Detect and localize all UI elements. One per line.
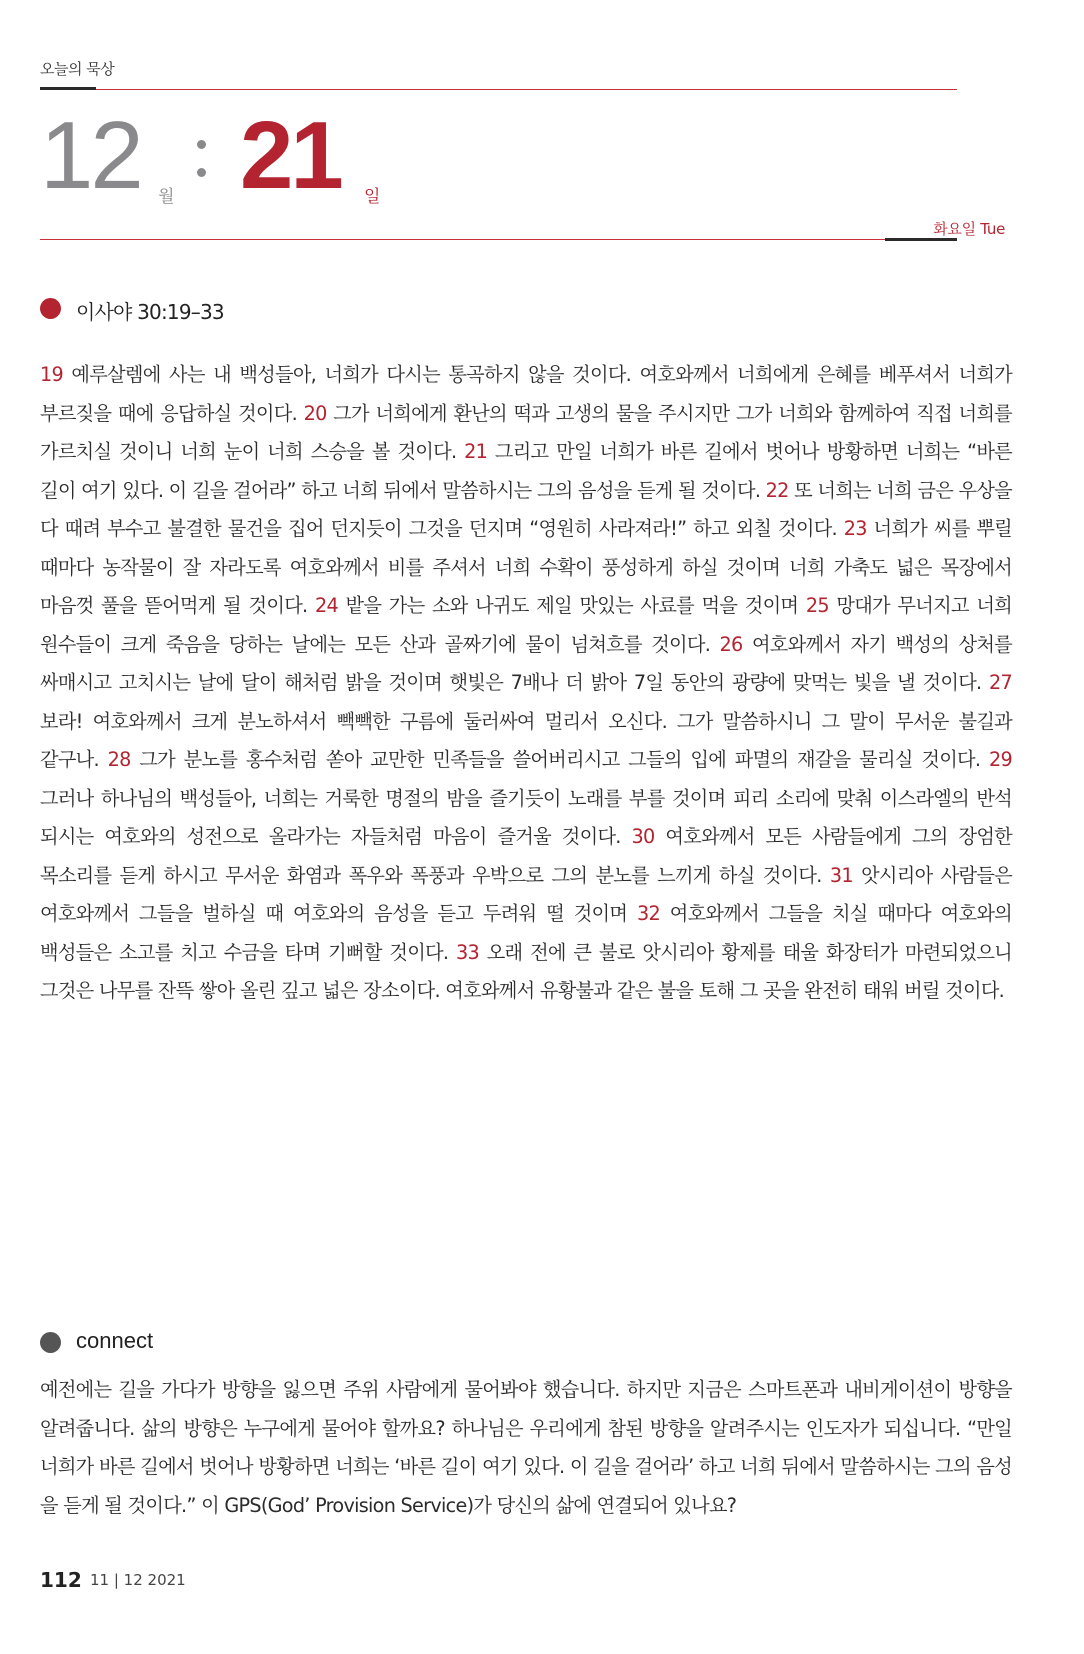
passage-bullet-icon — [40, 298, 61, 319]
verse-text: 밭을 가는 소와 나귀도 제일 맛있는 사료를 먹을 것이며 — [338, 594, 806, 617]
verse-number: 32 — [636, 902, 660, 925]
verse-text: 보라! 여호와께서 크게 분노하셔서 빽빽한 구름에 둘러싸여 멀리서 오신다. 그가 말씀하시니 그 말이 무서운 불길과 같구나. — [40, 709, 1012, 771]
date-colon-top — [197, 140, 206, 149]
connect-title: connect — [76, 1328, 154, 1353]
verse-number: 20 — [303, 401, 327, 425]
verse-text: 예루살렘에 사는 내 백성들아, 너희가 다시는 통곡하지 않을 것이다. 여호와께서 너희에게 은혜를 베푸셔서 너희가 부르짖을 때에 응답하실 것이다. — [40, 363, 1012, 425]
verse-text: 그가 너희에게 환난의 떡과 고생의 물을 주시지만 그가 너희와 함께하여 직접 너희를 가르치실 것이니 너희 눈이 너희 스승을 볼 것이다. — [40, 401, 1012, 463]
day-number: 21 — [240, 102, 341, 209]
verse-number: 30 — [631, 825, 655, 848]
passage-reference: 이사야 30:19–33 — [76, 300, 224, 324]
verse-number: 27 — [988, 671, 1012, 694]
verse-number: 25 — [805, 594, 829, 617]
month-unit: 월 — [158, 187, 175, 207]
verse-text: 그가 분노를 홍수처럼 쏟아 교만한 민족들을 쓸어버리시고 그들의 입에 파멸의 재갈을 물리실 것이다. — [130, 748, 989, 771]
verse-number: 28 — [107, 748, 131, 771]
issue-date: 11 | 12 2021 — [90, 1571, 186, 1589]
weekday: 화요일 Tue — [933, 220, 1005, 238]
verse-text: 여호와께서 자기 백성의 상처를 싸매시고 고치시는 날에 달이 해처럼 밝을 것이며 햇빛은 7배나 더 밝아 7일 동안의 광량에 맞먹는 빛을 낼 것이다. — [40, 632, 1013, 694]
connect-bullet-icon — [40, 1332, 61, 1353]
verse-text: 여호와께서 모든 사람들에게 그의 장엄한 목소리를 듣게 하시고 무서운 화염과 폭우와 폭풍과 우박으로 그의 분노를 느끼게 하실 것이다. — [40, 825, 1012, 887]
page-number: 112 — [40, 1568, 82, 1592]
verse-number: 29 — [988, 748, 1012, 771]
verse-number: 23 — [843, 517, 867, 540]
date-rule-thick — [885, 238, 957, 241]
day-unit: 일 — [364, 187, 381, 207]
verse-text: 여호와께서 그들을 치실 때마다 여호와의 백성들은 소고를 치고 수금을 타며 기뻐할 것이다. — [40, 902, 1012, 964]
verse-text: 그러나 하나님의 백성들아, 너희는 거룩한 명절의 밤을 즐기듯이 노래를 부를 것이며 피리 소리에 맞춰 이스라엘의 반석 되시는 여호와의 성전으로 올라가는 자들처럼 마음이 즐거울 것이다. — [40, 786, 1012, 848]
scripture-text — [40, 356, 1012, 1011]
verse-number: 33 — [455, 940, 479, 964]
verse-number: 31 — [829, 863, 853, 887]
verse-text: 너희가 씨를 뿌릴 때마다 농작물이 잘 자라도록 여호와께서 비를 주셔서 너희 수확이 풍성하게 하실 것이며 너희 가축도 넓은 목장에서 마음껏 풀을 뜯어먹게 될 것이다. — [40, 517, 1012, 617]
verse-text: 앗시리아 사람들은 여호와께서 그들을 벌하실 때 여호와의 음성을 듣고 두려워 떨 것이며 — [40, 863, 1012, 925]
verse-text: 그리고 만일 너희가 바른 길에서 벗어나 방황하면 너희는 “바른 길이 여기 있다. 이 길을 걸어라” 하고 너희 뒤에서 말씀하시는 그의 음성을 듣게 될 것이다. — [40, 440, 1012, 502]
verse-number: 24 — [314, 594, 338, 617]
verse-number: 22 — [765, 478, 789, 502]
verse-text: 또 너희는 너희 금은 우상을 다 때려 부수고 불결한 물건을 집어 던지듯이 그것을 던지며 “영원히 사라져라!” 하고 외칠 것이다. — [40, 478, 1012, 540]
date-colon-bottom — [197, 168, 206, 177]
month-number: 12 — [40, 102, 141, 209]
header-rule — [96, 89, 957, 90]
connect-text: 예전에는 길을 가다가 방향을 잃으면 주위 사람에게 물어봐야 했습니다. 하지만 지금은 스마트폰과 내비게이션이 방향을 알려줍니다. 삶의 방향은 누구에게 물어야 할까요? 하나님은 우리에게 참된 방향을 알려주시는 인도자가 되십니다. “만일 너희가 바른 길에서 벗어나 방황하면 너희는 ‘바른 길이 여기 있다. 이 길을 걸어라’ 하고 너희 뒤에서 말씀하시는 그의 음성을 듣게 될 것이다.” 이 GPS(God’ Provision Service)가 당신의 삶에 연결되어 있나요? — [40, 1378, 1012, 1517]
verse-number: 21 — [464, 440, 488, 463]
verse-number: 19 — [40, 363, 64, 386]
section-label: 오늘의 묵상 — [40, 60, 115, 78]
verse-text: 망대가 무너지고 너희 원수들이 크게 죽음을 당하는 날에는 모든 산과 골짜기에 물이 넘쳐흐를 것이다. — [40, 594, 1012, 656]
date-rule — [40, 239, 885, 240]
verse-text: 오래 전에 큰 불로 앗시리아 황제를 태울 화장터가 마련되었으니 그것은 나무를 잔뜩 쌓아 올린 깊고 넓은 장소이다. 여호와께서 유황불과 같은 불을 토해 그 곳을 완전히 태워 버릴 것이다. — [40, 940, 1012, 1002]
verse-number: 26 — [719, 632, 743, 656]
header-rule-thick — [40, 87, 96, 90]
